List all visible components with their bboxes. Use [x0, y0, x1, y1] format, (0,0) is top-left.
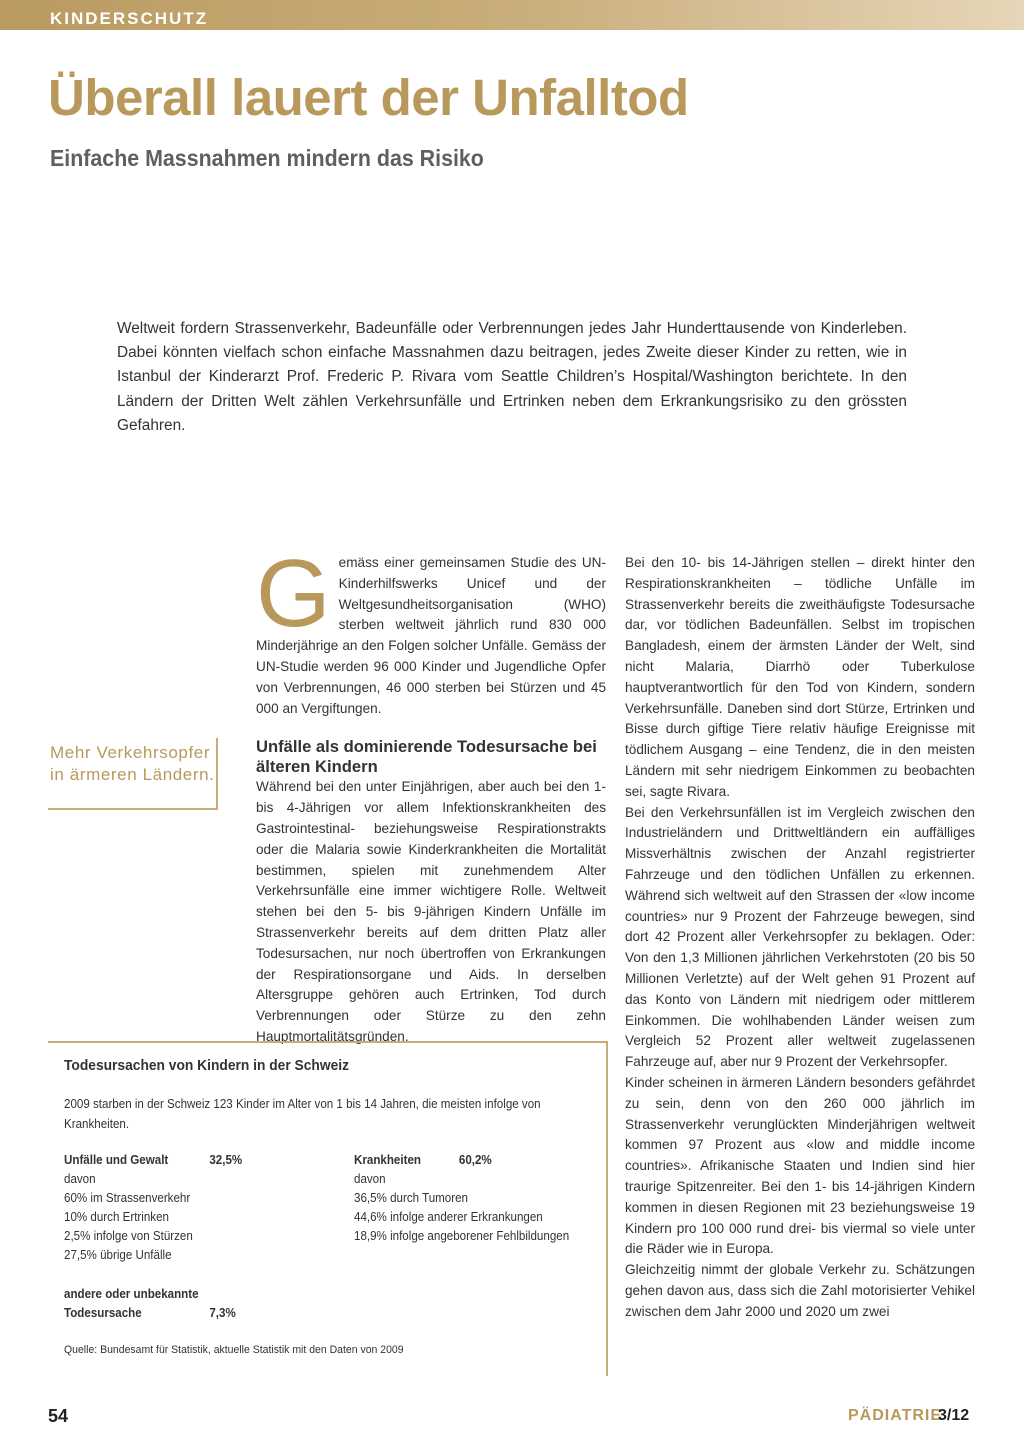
- box-title: Todesursachen von Kindern in der Schweiz: [64, 1057, 350, 1074]
- category-row: [64, 1304, 266, 1323]
- list-item: 18,9% infolge angeborener Fehlbildungen: [354, 1229, 570, 1244]
- article-title: Überall lauert der Unfalltod: [48, 69, 689, 126]
- body-paragraph: Bei den Verkehrsunfällen ist im Vergleich zwischen den Industrieländern und Drittweltländern ein auffälliges Missverhältnis zwischen der Anzahl registrierter Fahrzeuge und den tödlichen Unfällen zu erkennen. Während sich weltweit auf den Strassen der «low income countries» nur 9 Prozent der Fahrzeuge bewegen, sind dort 42 Prozent aller Verkehrsopfer zu beklagen. Oder: Von den 1,3 Millionen jährlichen Verkehrstoten (20 bis 50 Millionen Verletzte) auf der Welt gehen 91 Prozent auf das Konto von Ländern mit niedrigem oder mittlerem Einkommen. Die wohlhabenden Länder weisen zum Vergleich 52 Prozent aller weltweit zugelassenen Fahrzeuge auf, aber nur 9 Prozent der Verkehrsopfer.: [625, 804, 975, 1070]
- section-label: KINDERSCHUTZ: [50, 9, 209, 28]
- category-row: [64, 1285, 266, 1304]
- list-item: 36,5% durch Tumoren: [354, 1191, 469, 1206]
- category-percent: 7,3%: [209, 1305, 236, 1320]
- box-column-accidents: [64, 1151, 266, 1323]
- davon-label: davon: [354, 1172, 386, 1187]
- box-source: Quelle: Bundesamt für Statistik, aktuelle Statistik mit den Daten von 2009: [64, 1344, 404, 1356]
- section-heading: Unfälle als dominierende Todesursache bei älteren Kindern: [256, 737, 597, 777]
- body-paragraph: emäss einer gemeinsamen Studie des UN-Kinderhilfswerks Unicef und der Weltgesundheitsorganisation (WHO) sterben weltweit jährlich rund 830 000 Minderjährige an den Folgen solcher Unfälle. Gemäss der UN-Studie werden 96 000 Kinder und Jugendliche Opfer von Verbrennungen, 46 000 sterben bei Stürzen und 45 000 an Vergiftungen.: [256, 555, 606, 716]
- list-item: 44,6% infolge anderer Erkrankungen: [354, 1210, 543, 1225]
- body-paragraph: Bei den 10- bis 14-Jährigen stellen – direkt hinter den Respirationskrankheiten – tödliche Unfälle im Strassenverkehr bereits die zweithäufigste Todesursache dar, vor tödlichen Badeunfällen. Selbst im tropischen Bangladesh, einem der ärmsten Länder der Welt, sind nicht Malaria, Diarrhö oder Tuberkulose hauptverantwortlich für den Tod von Kindern, sondern Verkehrsunfälle. Daneben sind dort Stürze, Ertrinken und Bisse durch giftige Tiere relativ häufige Ereignisse mit tödlichem Ausgang – eine Tendenz, die in den meisten Ländern mit sehr niedrigem Einkommen zu beobachten sei, sagte Rivara.: [625, 555, 975, 799]
- pull-quote-text: Mehr Verkehrsopfer in ärmeren Ländern.: [50, 743, 215, 784]
- statistics-box: [48, 1041, 608, 1376]
- journal-name: PÄDIATRIE: [848, 1407, 943, 1424]
- list-item: 60% im Strassenverkehr: [64, 1191, 191, 1206]
- article-subtitle: Einfache Massnahmen mindern das Risiko: [50, 145, 484, 171]
- category-row: [64, 1151, 266, 1170]
- article-column-1: [256, 540, 606, 1048]
- body-paragraph: Gleichzeitig nimmt der globale Verkehr zu. Schätzungen gehen davon aus, dass sich die Zahl motorisierter Vehikel zwischen dem Jahr 2000 und 2020 um zwei: [625, 1262, 975, 1319]
- body-paragraph: Während bei den unter Einjährigen, aber auch bei den 1- bis 4-Jährigen vor allem Infektionskrankheiten des Gastrointestinal- beziehungsweise Respirationstrakts oder die Malaria sowie Kinderkrankheiten die Mortalität bestimmen, spielen mit zunehmendem Alter Verkehrsunfälle eine immer wichtigere Rolle. Weltweit stehen bei den 5- bis 9-jährigen Kindern Unfälle im Strassenverkehr bereits auf dem dritten Platz aller Todesursachen, nur noch übertroffen von Erkrankungen der Respirationsorgane und Aids. In derselben Altersgruppe gehören auch Ertrinken, Tod durch Verbrennungen oder Stürze zu den zehn Hauptmortalitätsgründen.: [256, 779, 606, 1044]
- article-column-2: [625, 553, 975, 1322]
- list-item: 2,5% infolge von Stürzen: [64, 1229, 193, 1244]
- issue-number: 3/12: [938, 1407, 970, 1424]
- body-paragraph: Kinder scheinen in ärmeren Ländern besonders gefährdet zu sein, denn von den 260 000 jährlich im Strassenverkehr verunglückten Minderjährigen weltweit kommen 97 Prozent aus «low and middle income countries». Afrikanische Staaten und Indien sind hier traurige Spitzenreiter. Bei den 1- bis 14-jährigen Kindern kommen in diesen Regionen mit 23 beziehungsweise 19 Kindern pro 100 000 rund drei- bis viermal so viele unter die Räder wie in Europa.: [625, 1074, 975, 1257]
- box-column-diseases: [354, 1151, 593, 1246]
- pull-quote: [48, 738, 218, 810]
- category-label: andere oder unbekannte: [64, 1286, 199, 1301]
- page-number: 54: [48, 1406, 69, 1426]
- category-percent: 60,2%: [458, 1153, 492, 1167]
- lead-paragraph: Weltweit fordern Strassenverkehr, Badeunfälle oder Verbrennungen jedes Jahr Hunderttausende von Kinderleben. Dabei könnten vielfach schon einfache Massnahmen dazu beitragen, jedes Zweite dieser Kinder zu retten, wie in Istanbul der Kinderarzt Prof. Frederic P. Rivara vom Seattle Children’s Hospital/Washington berichtete. In den Ländern der Dritten Welt zählen Verkehrsunfälle und Ertrinken neben dem Erkrankungsrisiko zu den grössten Gefahren.: [117, 320, 907, 434]
- drop-cap: G: [256, 540, 331, 647]
- section-bar: [0, 0, 1024, 30]
- category-label: Unfälle und Gewalt: [64, 1153, 169, 1167]
- category-label: Todesursache: [64, 1305, 142, 1320]
- category-row: [354, 1151, 593, 1170]
- category-percent: 32,5%: [209, 1153, 243, 1167]
- list-item: 27,5% übrige Unfälle: [64, 1248, 172, 1263]
- list-item: 10% durch Ertrinken: [64, 1210, 169, 1225]
- category-label: Krankheiten: [354, 1153, 421, 1167]
- davon-label: davon: [64, 1172, 96, 1187]
- box-intro: 2009 starben in der Schweiz 123 Kinder im Alter von 1 bis 14 Jahren, die meisten infolge von Krankheiten.: [64, 1097, 541, 1131]
